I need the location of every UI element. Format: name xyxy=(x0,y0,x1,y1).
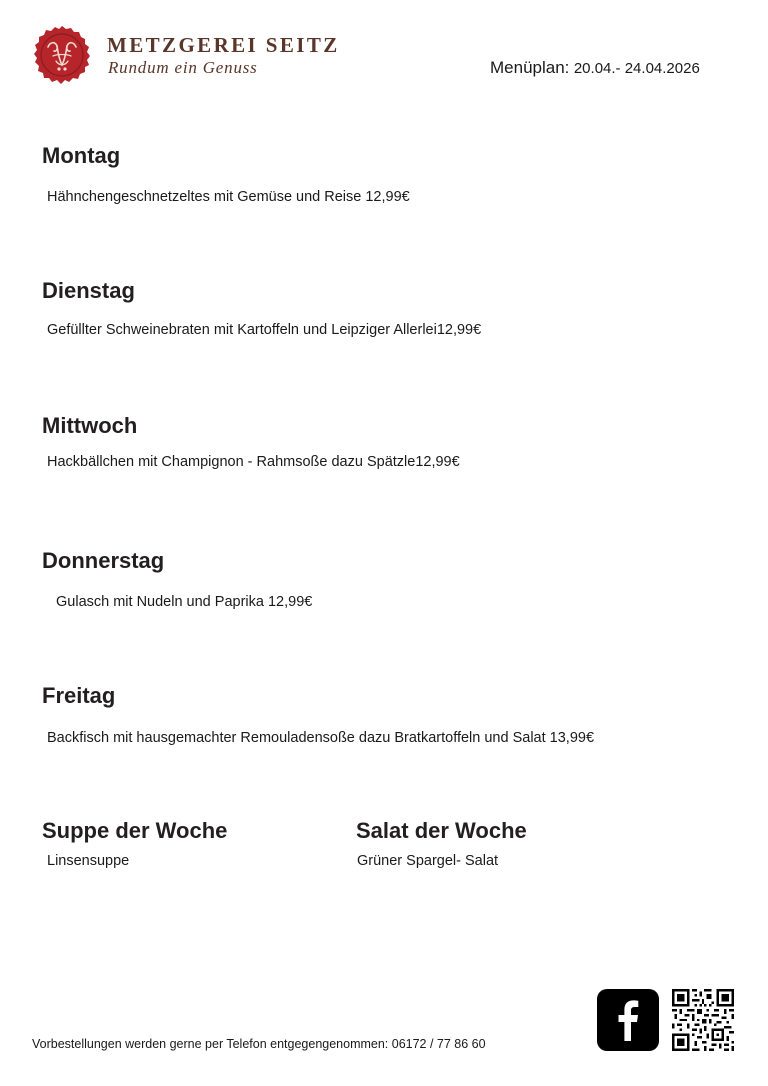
soup-of-week-dish: Linsensuppe xyxy=(47,853,130,869)
date-range: 20.04.- 24.04.2026 xyxy=(573,60,700,77)
logo-seal xyxy=(32,25,92,85)
dish-freitag: Backfisch mit hausgemachter Remouladensoße dazu Bratkartoffeln und Salat 13,99€ xyxy=(47,730,595,746)
dish-montag: Hähnchengeschnetzeltes mit Gemüse und Reise 12,99€ xyxy=(47,189,410,205)
brand-name: METZGEREI SEITZ xyxy=(107,33,340,57)
day-heading-freitag: Freitag xyxy=(42,683,116,708)
soup-of-week-heading: Suppe der Woche xyxy=(42,818,228,843)
day-heading-donnerstag: Donnerstag xyxy=(42,548,165,573)
menu-label: Menüplan: xyxy=(490,58,570,77)
salad-of-week-heading: Salat der Woche xyxy=(356,818,527,843)
facebook-icon[interactable] xyxy=(597,989,659,1051)
salad-of-week-dish: Grüner Spargel- Salat xyxy=(357,853,499,869)
brand-tagline: Rundum ein Genuss xyxy=(108,58,258,77)
qr-code xyxy=(672,989,734,1051)
menu-period xyxy=(490,58,700,78)
footer-note: Vorbestellungen werden gerne per Telefon entgegengenommen: 06172 / 77 86 60 xyxy=(32,1037,486,1051)
dish-mittwoch: Hackbällchen mit Champignon - Rahmsoße dazu Spätzle12,99€ xyxy=(47,454,460,470)
day-heading-dienstag: Dienstag xyxy=(42,278,135,303)
dish-dienstag: Gefüllter Schweinebraten mit Kartoffeln und Leipziger Allerlei12,99€ xyxy=(47,322,482,338)
dish-donnerstag: Gulasch mit Nudeln und Paprika 12,99€ xyxy=(56,594,313,610)
day-heading-mittwoch: Mittwoch xyxy=(42,413,138,438)
day-heading-montag: Montag xyxy=(42,143,121,168)
